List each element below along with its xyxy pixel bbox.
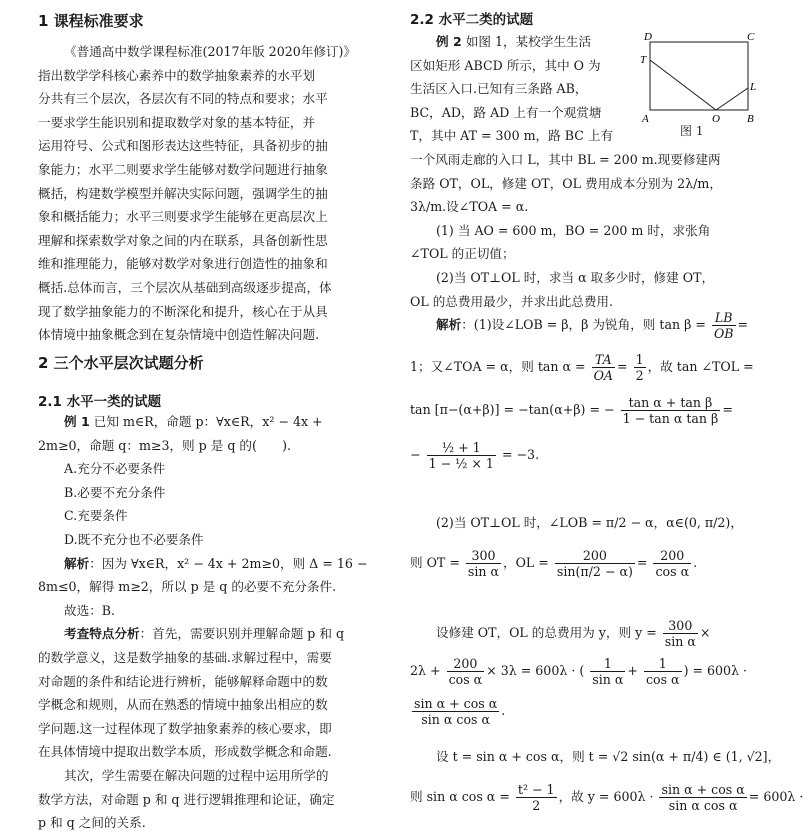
numerator: ½ + 1: [427, 440, 496, 456]
fraction: [634, 352, 646, 383]
fraction: [427, 440, 496, 471]
substitution-line: 设 t = sin α + cos α，则 t = √2 sin(α + π/4) ∈ (1, √2]，: [436, 749, 781, 764]
solution-1-text: ：因为 ∀x∈R，x² − 4x + 2m≥0，则 Δ = 16 −: [89, 555, 368, 571]
text-line: [38, 552, 384, 576]
numerator: 1: [590, 656, 625, 672]
text-line: 一个风雨走廊的入口 L，其中 BL = 200 m.现要修建两: [410, 152, 721, 167]
text-line: 其次，学生需要在解决问题的过程中运用所学的: [64, 767, 329, 783]
eq-text: ) = 600λ ·: [683, 663, 748, 678]
text-line: T，其中 AT = 300 m，路 BC 上有: [410, 128, 614, 144]
text-line: 现了数学抽象能力的不断深化和提升，核心在于从具: [38, 303, 328, 319]
label-a: A: [642, 113, 649, 125]
fraction: [412, 696, 499, 727]
numerator: TA: [592, 352, 615, 368]
example-2-block: [410, 30, 636, 148]
analysis-label: 考查特点分析: [64, 626, 140, 642]
eq-text: =: [636, 555, 648, 570]
fraction: [555, 548, 635, 579]
denominator: OB: [713, 326, 734, 341]
eq-text: =: [617, 359, 628, 374]
eq-text: 则 OT =: [410, 555, 460, 570]
eq-text: −: [410, 447, 421, 462]
analysis-text: ：首先，需要识别并理解命题 p 和 q: [139, 626, 345, 642]
text-line: p 和 q 之间的关系.: [38, 815, 146, 831]
numerator: 300: [663, 618, 698, 634]
text-line: 《普通高中数学课程标准(2017年版 2020年修订)》: [64, 44, 357, 59]
numerator: 1: [644, 656, 682, 672]
eq-text: ，OL =: [503, 555, 549, 570]
label-o: O: [712, 113, 720, 125]
text-line: [38, 622, 384, 646]
example-1-label: 例 1: [64, 414, 90, 429]
example-2-label: 例 2: [436, 34, 462, 49]
eq-text: .: [693, 555, 698, 570]
eq-text: = 600λ ·: [748, 789, 803, 804]
label-l: L: [750, 81, 757, 93]
numerator: sin α + cos α: [414, 696, 498, 711]
example-2-continued: [410, 148, 756, 313]
numerator: 300: [466, 548, 501, 564]
numerator: sin α + cos α: [661, 782, 745, 797]
fraction: [659, 782, 746, 813]
eq-text: 1；又∠TOA = α，则 tan α =: [410, 359, 586, 374]
text-line: [410, 30, 636, 54]
rectangle-diagram: [636, 30, 756, 130]
text-line: 在具体情境中提取出数学本质，形成数学概念和命题.: [38, 744, 332, 760]
eq-text: × 3λ = 600λ · (: [486, 663, 585, 678]
text-line: 生活区入口.已知有三条路 AB，: [410, 81, 588, 97]
text-line: ∠TOL 的正切值；: [410, 246, 515, 262]
eq-text: = −3.: [501, 447, 540, 462]
fraction: [447, 656, 485, 687]
text-line: 3λ/m.设∠TOA = α.: [410, 199, 529, 215]
text-line: 运用符号、公式和图形表达这些特征，具备初步的抽: [38, 138, 328, 154]
text-line: 的数学意义，这是数学抽象的基础.求解过程中，需要: [38, 649, 332, 665]
denominator: cos α: [448, 672, 483, 687]
fraction: [592, 352, 615, 383]
text-line: 体情境中抽象概念到在复杂情境中创造性解决问题.: [38, 327, 320, 343]
fraction: [653, 548, 691, 579]
solution-2-line-3: [410, 395, 733, 426]
text-line: 分共有三个层次，各层次有不同的特点和要求；水平: [38, 91, 328, 107]
label-c: C: [747, 31, 755, 43]
denominator: sin α cos α: [668, 798, 738, 813]
label-t: T: [640, 54, 647, 66]
denominator: sin(π/2 − α): [556, 564, 633, 579]
denominator: sin α cos α: [421, 712, 490, 727]
text-line: 学问题.这一过程体现了数学抽象素养的核心要求，即: [38, 720, 332, 736]
fraction: [516, 782, 557, 813]
text-line: 故选：B.: [64, 602, 116, 618]
denominator: 2: [532, 798, 541, 813]
text-line: 理解和探索数学对象之间的内在联系，具备创新性思: [38, 232, 328, 248]
option-a: A.充分不必要条件: [64, 461, 166, 477]
fraction: [590, 656, 625, 687]
fraction: [466, 548, 501, 579]
option-b: B.必要不充分条件: [64, 484, 166, 500]
denominator: 2: [635, 368, 644, 383]
text-line: 2m≥0，命题 q：m≥3，则 p 是 q 的( ).: [38, 437, 291, 453]
text-line: 对命题的条件和结论进行辨析，能够解释命题中的数: [38, 673, 328, 689]
fraction: [621, 395, 721, 426]
text-line: 8m≤0，解得 m≥2，所以 p 是 q 的必要不充分条件.: [38, 579, 337, 595]
denominator: cos α: [645, 672, 680, 687]
numerator: 200: [447, 656, 485, 672]
example-1-text: 已知 m∈R，命题 p：∀x∈R，x² − 4x +: [89, 414, 323, 429]
fraction: [663, 618, 698, 649]
text-line: (1) 当 AO = 600 m，BO = 200 m 时，求张角: [436, 222, 711, 238]
section-heading-2: 2 三个水平层次试题分析: [38, 354, 204, 372]
solution-2-line-2: [410, 352, 754, 383]
text-line: 一要求学生能识别和提取数学对象的基本特征，并: [38, 114, 316, 130]
denominator: OA: [593, 368, 614, 383]
final-line: [410, 782, 803, 813]
subsection-heading-2-1: 2.1 水平一类的试题: [38, 394, 162, 410]
paragraph-course-standard: [38, 40, 384, 347]
eq-text: +: [627, 663, 638, 678]
eq-text: =: [737, 317, 749, 332]
denominator: sin α: [467, 564, 500, 579]
cost-line-1: [410, 618, 710, 649]
text-line: 象和概括能力；水平三则要求学生能够在更高层次上: [38, 209, 328, 225]
option-c: C.充要条件: [64, 508, 128, 524]
part-2-lengths: [410, 548, 697, 579]
solution-2-line-4: [410, 440, 539, 471]
eq-text: ×: [699, 625, 711, 640]
eq-text: ，故 y = 600λ ·: [558, 789, 654, 804]
subsection-heading-2-2: 2.2 水平二类的试题: [410, 12, 534, 28]
label-d: D: [644, 31, 652, 43]
numerator: 200: [653, 548, 691, 564]
eq-text: 2λ +: [410, 663, 441, 678]
section-heading-1: 1 课程标准要求: [38, 12, 144, 30]
example-1-block: [38, 410, 384, 835]
denominator: sin α: [664, 634, 696, 649]
example-2-text: 如图 1，某校学生生活: [461, 34, 592, 49]
text-line: 条路 OT，OL，修建 OT，OL 费用成本分别为 2λ/m，: [410, 175, 722, 191]
fraction: [712, 310, 736, 341]
rectangle-abcd: [650, 42, 748, 110]
eq-text: 设修建 OT，OL 的总费用为 y，则 y =: [436, 625, 657, 640]
text-line: [38, 410, 384, 434]
part-2-condition: (2)当 OT⊥OL 时，∠LOB = π/2 − α，α∈(0, π/2)，: [436, 515, 743, 530]
text-line: 概括.总体而言，三个层次从基础到高级逐步提高，体: [38, 279, 332, 295]
solution-1-label: 解析: [64, 555, 90, 571]
text-line: 区如矩形 ABCD 所示，其中 O 为: [410, 57, 601, 73]
text-line: 维和推理能力，能够对数学对象进行创造性的抽象和: [38, 256, 328, 272]
text-line: BC，AD，路 AD 上有一个观赏塘: [410, 104, 602, 120]
eq-text: 则 sin α cos α =: [410, 789, 510, 804]
option-d: D.既不充分也不必要条件: [64, 531, 204, 547]
eq-text: ，故 tan ∠TOL =: [647, 359, 754, 374]
denominator: 1 − ½ × 1: [428, 456, 494, 471]
text-line: (2)当 OT⊥OL 时，求当 α 取多少时，修建 OT，: [436, 269, 715, 285]
fraction: [644, 656, 682, 687]
eq-text: tan [π−(α+β)] = −tan(α+β) = −: [410, 402, 615, 417]
numerator: LB: [712, 310, 736, 326]
numerator: t² − 1: [517, 782, 555, 797]
label-b: B: [747, 113, 754, 125]
text-line: 概括，构建数学模型并解决实际问题，强调学生的抽: [38, 185, 328, 201]
eq-text: =: [722, 402, 733, 417]
text-line: 象能力；水平二则要求学生能够对数学问题进行抽象: [38, 161, 328, 177]
cost-line-3: [410, 696, 505, 727]
solution-2-label: 解析: [436, 317, 462, 332]
cost-line-2: [410, 656, 747, 687]
text-line: 数学方法，对命题 p 和 q 进行逻辑推理和论证，确定: [38, 791, 335, 807]
road-ot: [650, 60, 716, 110]
numerator: tan α + tan β: [621, 395, 721, 411]
solution-2-line-1: [410, 310, 748, 341]
numerator: 200: [555, 548, 635, 564]
denominator: 1 − tan α tan β: [622, 411, 719, 426]
text-line: 学概念和规则，从而在熟悉的情境中抽象出相应的数: [38, 697, 328, 713]
numerator: 1: [635, 352, 644, 367]
eq-text: .: [501, 703, 506, 718]
road-ol: [716, 88, 748, 110]
denominator: sin α: [592, 672, 624, 687]
figure-caption: 图 1: [680, 124, 704, 138]
text-line: 指出数学学科核心素养中的数学抽象素养的水平划: [38, 67, 316, 83]
eq-text: ：(1)设∠LOB = β，β 为锐角，则 tan β =: [461, 317, 706, 332]
denominator: cos α: [655, 564, 690, 579]
text-line: OL 的总费用最少，并求出此总费用.: [410, 293, 614, 309]
